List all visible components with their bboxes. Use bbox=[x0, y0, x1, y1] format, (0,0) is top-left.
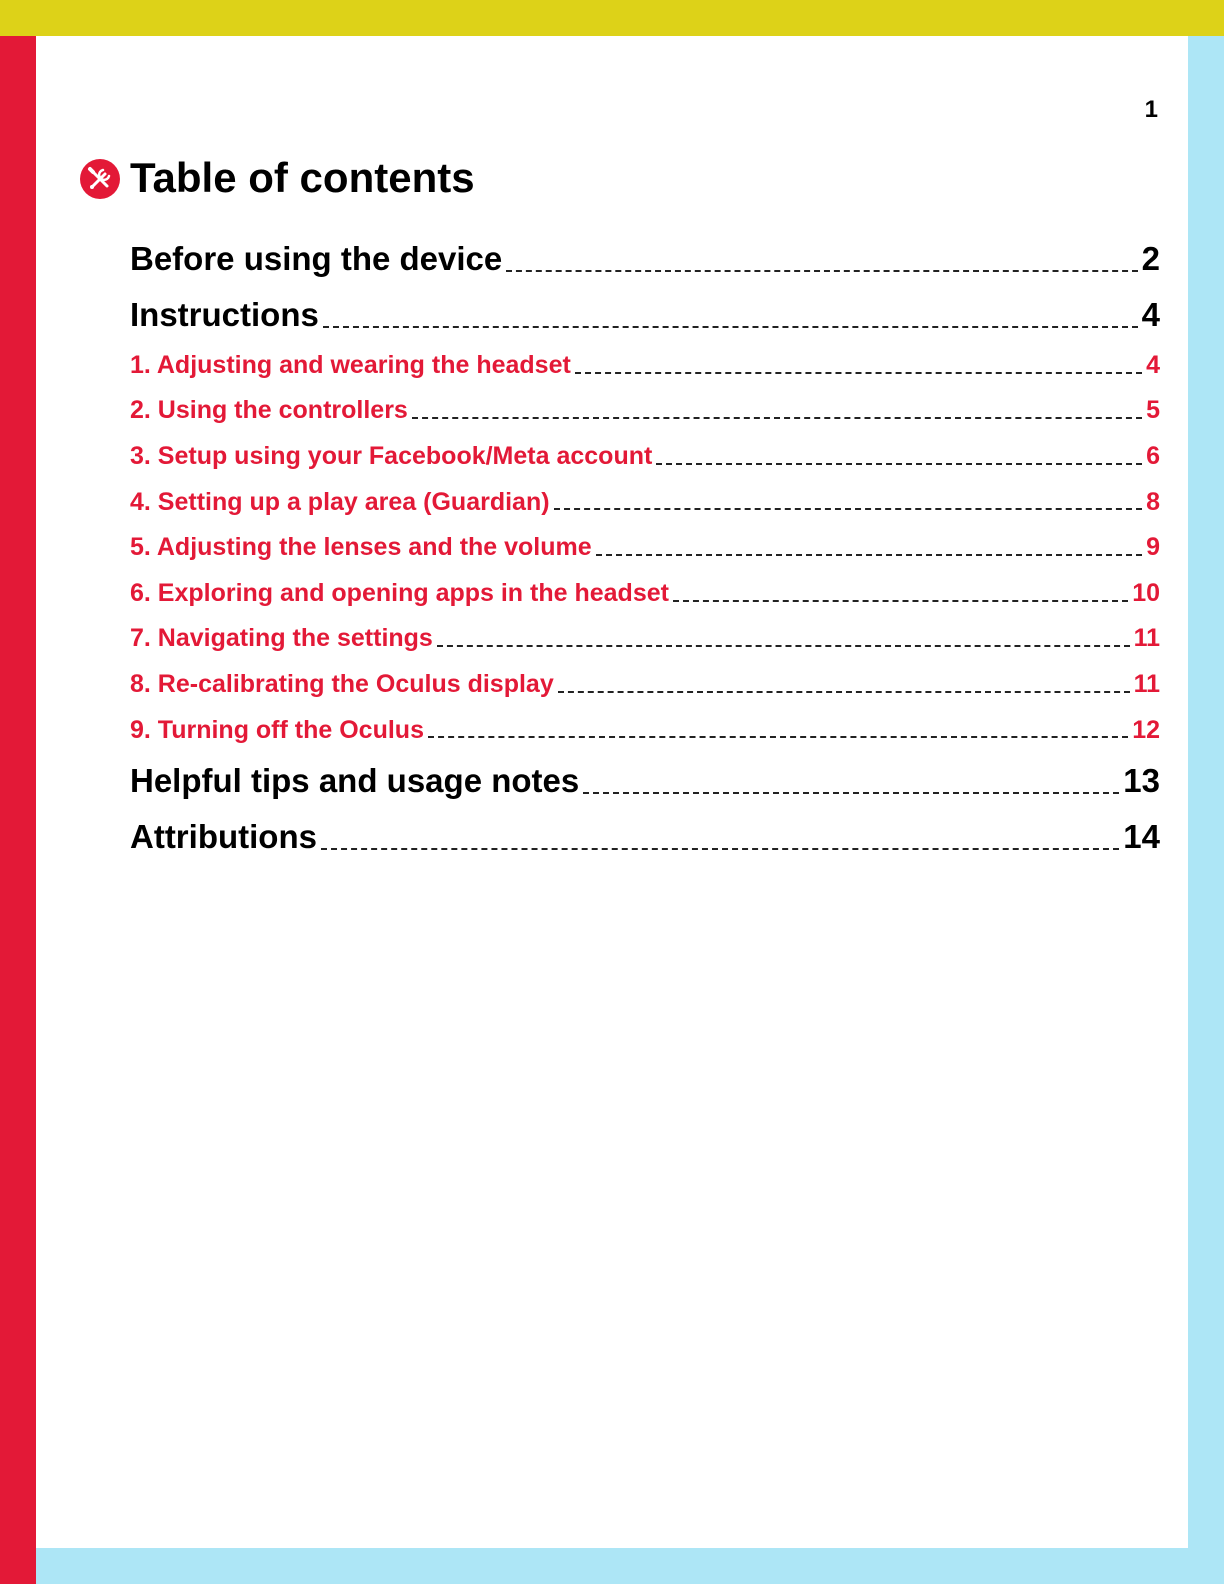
toc-entry-page: 9 bbox=[1146, 533, 1160, 562]
toc-entry-page: 12 bbox=[1132, 715, 1160, 744]
toc-entry[interactable] bbox=[130, 425, 1160, 471]
toc-entry[interactable] bbox=[130, 334, 1160, 380]
toc-leader-dots bbox=[583, 792, 1119, 794]
toc-leader-dots bbox=[506, 270, 1137, 272]
toc-entry[interactable] bbox=[130, 380, 1160, 426]
right-color-band bbox=[1188, 36, 1224, 1584]
toc-entry-page: 13 bbox=[1123, 762, 1160, 800]
toc-entry-page: 5 bbox=[1146, 396, 1160, 425]
toc-entry-page: 4 bbox=[1146, 350, 1160, 379]
toc-leader-dots bbox=[656, 463, 1142, 465]
toc-entry-page: 10 bbox=[1132, 578, 1160, 607]
toc-entry-label: 9. Turning off the Oculus bbox=[130, 715, 424, 744]
page-number: 1 bbox=[1144, 96, 1158, 123]
toc-leader-dots bbox=[437, 645, 1130, 647]
left-color-band bbox=[0, 36, 36, 1584]
toc-entry-page: 8 bbox=[1146, 487, 1160, 516]
toc-entry-page: 2 bbox=[1141, 240, 1160, 278]
toc-entry-page: 4 bbox=[1141, 296, 1160, 334]
toc-entry[interactable] bbox=[130, 653, 1160, 699]
top-color-band bbox=[0, 0, 1224, 36]
toc-leader-dots bbox=[596, 554, 1142, 556]
toc-entry-label: 6. Exploring and opening apps in the headset bbox=[130, 578, 669, 607]
toc-list bbox=[130, 222, 1160, 856]
toc-leader-dots bbox=[321, 848, 1119, 850]
toc-entry[interactable] bbox=[130, 562, 1160, 608]
toc-entry-page: 11 bbox=[1133, 624, 1160, 653]
toc-leader-dots bbox=[673, 600, 1128, 602]
bottom-color-band bbox=[36, 1548, 1188, 1584]
toc-entry-label: 7. Navigating the settings bbox=[130, 624, 433, 653]
toc-entry-label: 5. Adjusting the lenses and the volume bbox=[130, 533, 592, 562]
toc-entry-label: Instructions bbox=[130, 296, 319, 334]
toc-entry-label: Helpful tips and usage notes bbox=[130, 762, 580, 800]
toc-entry-label: 4. Setting up a play area (Guardian) bbox=[130, 487, 550, 516]
toc-entry[interactable] bbox=[130, 278, 1160, 334]
toc-entry-label: Before using the device bbox=[130, 240, 503, 278]
toc-leader-dots bbox=[323, 326, 1138, 328]
toc-leader-dots bbox=[428, 736, 1128, 738]
toc-entry-page: 11 bbox=[1133, 670, 1160, 698]
toc-title: Table of contents bbox=[130, 154, 475, 201]
toc-entry[interactable] bbox=[130, 222, 1160, 278]
toc-entry[interactable] bbox=[130, 516, 1160, 562]
toc-entry[interactable] bbox=[130, 471, 1160, 517]
toc-entry[interactable] bbox=[130, 608, 1160, 654]
toc-entry-label: Attributions bbox=[130, 818, 317, 856]
toc-entry-page: 14 bbox=[1123, 818, 1160, 856]
toc-entry-label: 2. Using the controllers bbox=[130, 396, 408, 425]
toc-entry-label: 3. Setup using your Facebook/Meta account bbox=[130, 442, 653, 471]
toc-entry[interactable] bbox=[130, 800, 1160, 856]
toc-leader-dots bbox=[558, 691, 1130, 693]
toc-entry[interactable] bbox=[130, 744, 1160, 800]
toc-entry-label: 1. Adjusting and wearing the headset bbox=[130, 350, 571, 379]
toc-entry[interactable] bbox=[130, 699, 1160, 745]
toc-leader-dots bbox=[554, 508, 1143, 510]
toc-entry-page: 6 bbox=[1146, 442, 1160, 471]
toc-leader-dots bbox=[412, 417, 1142, 419]
toc-entry-label: 8. Re-calibrating the Oculus display bbox=[130, 670, 554, 698]
toc-leader-dots bbox=[575, 372, 1142, 374]
tools-icon bbox=[80, 159, 120, 199]
